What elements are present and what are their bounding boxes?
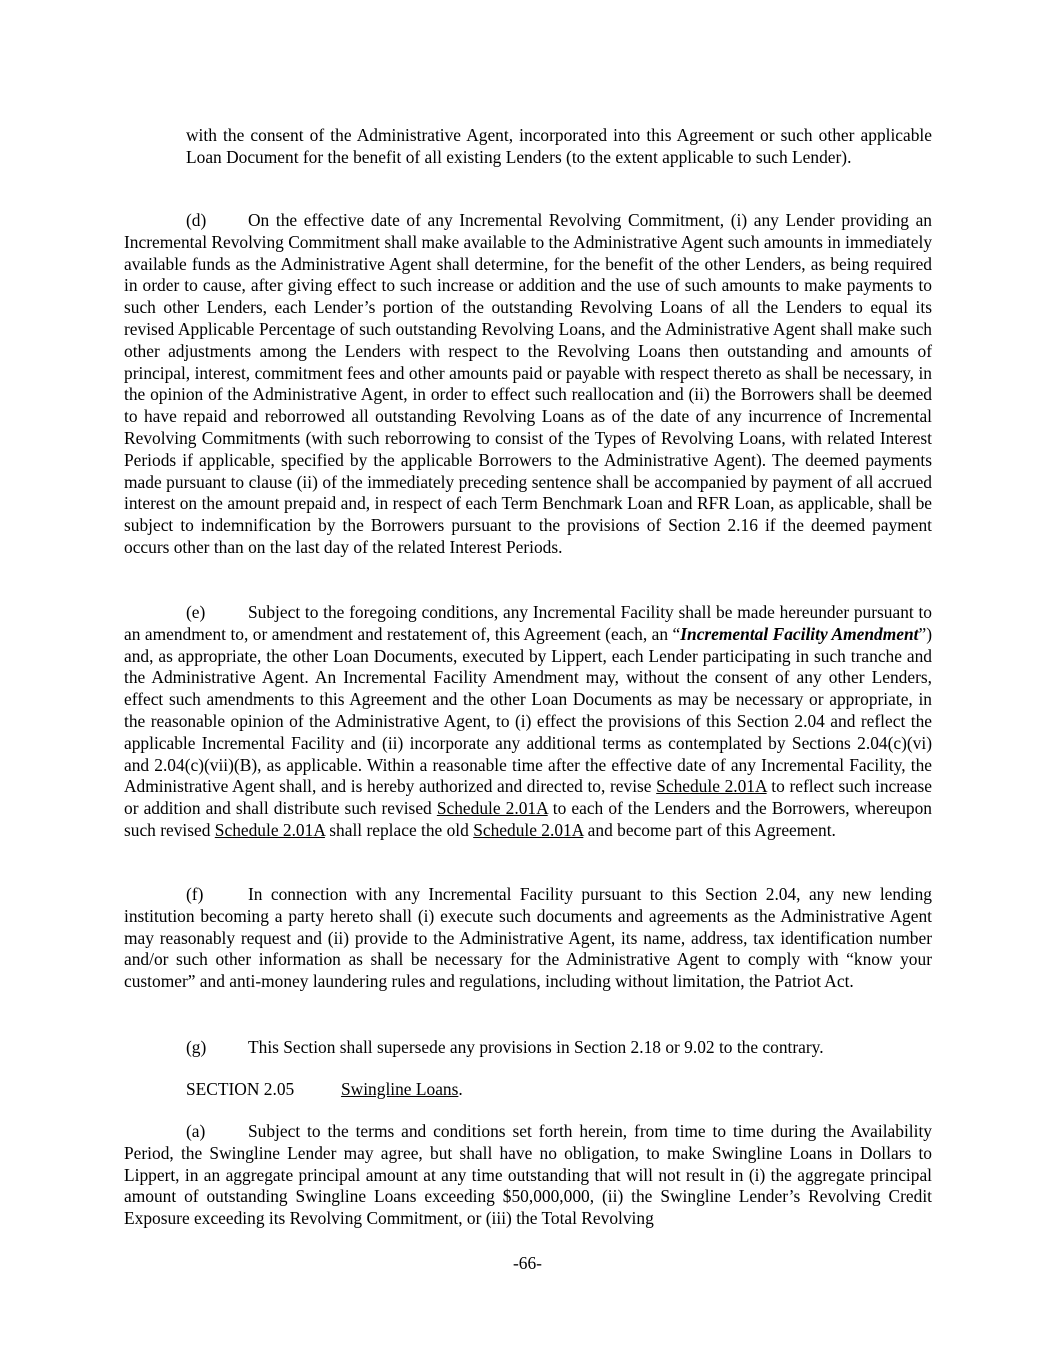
schedule-reference: Schedule 2.01A (473, 819, 584, 840)
paragraph-d (124, 210, 932, 559)
paragraph-a-text: Subject to the terms and conditions set forth herein, from time to time during the Availability Period, the Swingline Lender may agree, but shall have no obligation, to make Swingline Loans in Dollars to Lippert, in an aggregate principal amount at any time outstanding that will not result in (i) the aggregate principal amount of outstanding Swingline Loans exceeding $50,000,000, (ii) the Swingline Lender’s Revolving Credit Exposure exceeding its Revolving Commitment, or (iii) the Total Revolving (124, 1121, 932, 1229)
paragraph-g (124, 1037, 932, 1059)
schedule-reference: Schedule 2.01A (214, 819, 325, 840)
schedule-reference: Schedule 2.01A (436, 798, 548, 819)
paragraph-d-text: On the effective date of any Incremental Revolving Commitment, (i) any Lender providing an Incremental Revolving Commitment shall make available to the Administrative Agent such amounts in immediately available funds as the Administrative Agent shall determine, for the benefit of the other Lenders, as being required in order to cause, after giving effect to such increase or addition and the use of such amounts to make payments to such other Lenders, each Lender’s portion of the outstanding Revolving Loans of all the Lenders to equal its revised Applicable Percentage of such outstanding Revolving Loans, and the Administrative Agent shall make such other adjustments among the Lenders with respect to the Revolving Loans then outstanding and amounts of principal, interest, commitment fees and other amounts paid or payable with respect thereto as shall be necessary, in the opinion of the Administrative Agent, in order to effect such reallocation and (ii) the Borrowers shall be deemed to have repaid and reborrowed all outstanding Revolving Loans as of the date of any incurrence of Incremental Revolving Commitments (with such reborrowing to consist of the Types of Revolving Loans, with related Interest Periods if applicable, specified by the applicable Borrowers to the Administrative Agent). The deemed payments made pursuant to clause (ii) of the immediately preceding sentence shall be accompanied by payment of all accrued interest on the amount prepaid and, in respect of each Term Benchmark Loan and RFR Loan, as applicable, shall be subject to indemnification by the Borrowers pursuant to the provisions of Section 2.16 if the deemed payment occurs other than on the last day of the related Interest Periods. (124, 210, 933, 557)
paragraph-e-text-4: to each of the Lenders and the Borrowers, whereupon such revised (124, 798, 932, 840)
section-heading (186, 1079, 463, 1101)
paragraph-f-label: (f) (186, 884, 204, 904)
paragraph-a (124, 1121, 932, 1230)
paragraph-d-label: (d) (186, 210, 207, 230)
paragraph-e-label: (e) (186, 602, 206, 622)
paragraph-a-label: (a) (186, 1121, 206, 1141)
section-title-period: . (458, 1079, 463, 1099)
paragraph-e-text-1: Subject to the foregoing conditions, any Incremental Facility shall be made hereunder pursuant to an amendment to, or amendment and restatement of, this Agreement (each, an “ (124, 602, 932, 644)
paragraph-e-text-2: ”) and, as appropriate, the other Loan Documents, executed by Lippert, each Lender participating in such tranche and the Administrative Agent. An Incremental Facility Amendment may, without the consent of any other Lenders, effect such amendments to this Agreement and the other Loan Documents as may be necessary or appropriate, in the reasonable opinion of the Administrative Agent, to (i) effect the provisions of this Section 2.04 and reflect the applicable Incremental Facility and (ii) incorporate any additional terms as contemplated by Sections 2.04(c)(vi) and 2.04(c)(vii)(B), as applicable. Within a reasonable time after the effective date of any Incremental Facility, the Administrative Agent shall, and is hereby authorized and directed to, revise (124, 623, 932, 797)
paragraph-g-label: (g) (186, 1037, 207, 1057)
page-number: -66- (513, 1253, 542, 1273)
defined-term-incremental-facility-amendment: Incremental Facility Amendment (680, 623, 919, 644)
paragraph-f-text: In connection with any Incremental Facility pursuant to this Section 2.04, any new lending institution becoming a party hereto shall (i) execute such documents and agreements as the Administrative Agent may reasonably request and (ii) provide to the Administrative Agent, its name, address, tax identification number and/or such other information as shall be necessary for the Administrative Agent to comply with “know your customer” and anti-money laundering rules and regulations, including without limitation, the Patriot Act. (124, 884, 932, 992)
paragraph-e-text-6: and become part of this Agreement. (583, 819, 836, 840)
section-title: Swingline Loans (341, 1079, 459, 1099)
paragraph-g-text: This Section shall supersede any provisions in Section 2.18 or 9.02 to the contrary. (248, 1037, 824, 1057)
paragraph-f (124, 884, 932, 993)
paragraph-e-text-3: to reflect such increase or addition and shall distribute such revised (124, 776, 932, 819)
schedule-reference: Schedule 2.01A (656, 776, 767, 797)
paragraph-e (124, 602, 932, 842)
paragraph-e-text-5: shall replace the old (324, 819, 474, 840)
continuation-paragraph (186, 125, 932, 169)
continuation-text: with the consent of the Administrative Agent, incorporated into this Agreement or such other applicable Loan Document for the benefit of all existing Lenders (to the extent applicable to such Lender). (186, 125, 932, 167)
section-number: SECTION 2.05 (186, 1079, 295, 1099)
